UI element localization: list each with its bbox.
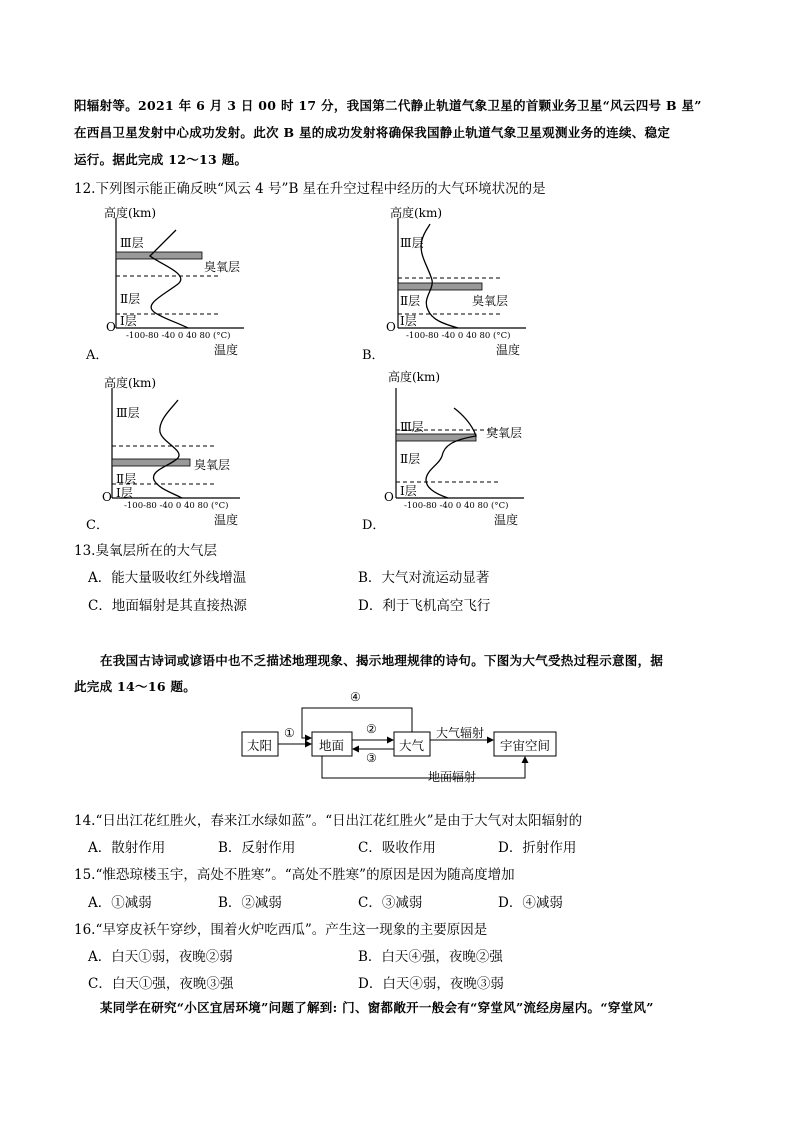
diagram-label-3: ③ [366,751,377,765]
chart-c [84,370,284,533]
chart-c-xticks: -100-80 -40 0 40 80 (°C) [124,501,229,511]
q14-option-a: A．散射作用 [88,840,166,856]
chart-c-layer3: Ⅲ层 [116,406,140,420]
diagram-space-box: 宇宙空间 [500,738,551,753]
chart-c-layer2: Ⅱ层 [116,472,137,486]
chart-b-layer3: Ⅲ层 [400,236,424,250]
chart-b-xlabel: 温度 [496,343,521,357]
q14-option-b: B．反射作用 [218,840,296,856]
chart-b-ylabel: 高度(km) [390,206,443,220]
q13-option-a: A．能大量吸收红外线增温 [88,570,247,586]
chart-a-layer1: Ⅰ层 [120,314,137,328]
q15-stem: 15.“惟恐琼楼玉宇，高处不胜寒”。“高处不胜寒”的原因是因为随高度增加 [74,867,515,883]
q13-option-d: D．利于飞机高空飞行 [358,598,491,614]
diagram-ground-radiation-label: 地面辐射 [428,770,477,784]
heating-diagram [238,688,568,788]
diagram-label-4: ④ [350,690,361,704]
intro2-line-2: 此完成 14～16 题。 [74,679,197,694]
chart-d-origin: O [384,490,394,504]
chart-a-origin: O [106,320,116,334]
chart-d-ylabel: 高度(km) [388,370,441,384]
q13-option-c: C．地面辐射是其直接热源 [88,598,247,614]
chart-a-layer2: Ⅱ层 [120,292,141,306]
q13-option-b: B．大气对流运动显著 [358,570,490,586]
intro-line-1: 阳辐射等。2021 年 6 月 3 日 00 时 17 分，我国第二代静止轨道气象卫星的首颗业务卫星“风云四号 B 星” [74,98,702,113]
q15-option-a: A．①减弱 [88,895,152,911]
chart-d-layer1: Ⅰ层 [400,484,417,498]
intro2-line-1: 在我国古诗词或谚语中也不乏描述地理现象、揭示地理规律的诗句。下图为大气受热过程示意图，据 [100,653,664,668]
chart-b-ozone: 臭氧层 [472,294,509,308]
chart-a [84,200,284,363]
diagram-sun-box: 太阳 [247,738,273,753]
q15-option-d: D．④减弱 [498,895,563,911]
q15-option-b: B．②减弱 [218,895,282,911]
chart-a-option: A． [86,348,109,363]
q16-stem: 16.“早穿皮袄午穿纱，围着火炉吃西瓜”。产生这一现象的主要原因是 [74,922,488,938]
diagram-ground-box: 地面 [319,738,345,753]
chart-c-layer1: Ⅰ层 [116,486,133,500]
q14-option-d: D．折射作用 [498,840,577,856]
diagram-atmosphere-box: 大气 [399,738,425,753]
q16-option-a: A．白天①弱，夜晚②弱 [88,949,233,965]
chart-a-layer3: Ⅲ层 [120,236,144,250]
chart-c-ozone: 臭氧层 [194,458,231,472]
chart-a-xticks: -100-80 -40 0 40 80 (°C) [126,331,231,341]
intro-line-3: 运行。据此完成 12～13 题。 [74,152,248,167]
chart-d-option: D． [362,518,386,533]
chart-a-xlabel: 温度 [214,343,239,357]
diagram-label-1: ① [284,726,295,740]
chart-b-origin: O [386,320,396,334]
q14-option-c: C．吸收作用 [358,840,436,856]
chart-d [362,370,562,533]
chart-d-xlabel: 温度 [494,513,519,527]
q16-option-b: B．白天④强，夜晚②强 [358,949,503,965]
q12-stem: 12.下列图示能正确反映“风云 4 号”B 星在升空过程中经历的大气环境状况的是 [74,181,546,197]
q16-option-d: D．白天④弱，夜晚③弱 [358,976,504,992]
chart-c-origin: O [102,490,112,504]
intro3-line-1: 某同学在研究“小区宜居环境”问题了解到: 门、窗都敞开一般会有“穿堂风”流经房屋内。“穿堂风” [100,1000,654,1015]
intro-line-2: 在西昌卫星发射中心成功发射。此次 B 星的成功发射将确保我国静止轨道气象卫星观测业务的连续、稳定 [74,125,671,140]
chart-b-layer2: Ⅱ层 [400,294,421,308]
chart-b-layer1: Ⅰ层 [400,314,417,328]
chart-d-ozone: 臭氧层 [486,426,523,440]
chart-d-xticks: -100-80 -40 0 40 80 (°C) [404,501,509,511]
q14-stem: 14.“日出江花红胜火，春来江水绿如蓝”。“日出江花红胜火”是由于大气对太阳辐射的 [74,813,583,829]
chart-c-option: C． [86,518,109,533]
chart-d-layer2: Ⅱ层 [400,452,421,466]
diagram-label-2: ② [366,722,377,736]
chart-b-option: B． [362,348,385,363]
chart-c-ylabel: 高度(km) [104,376,157,390]
q16-option-c: C．白天①强，夜晚③强 [88,976,234,992]
chart-a-ylabel: 高度(km) [104,206,157,220]
q15-option-c: C．③减弱 [358,895,423,911]
chart-c-xlabel: 温度 [214,513,239,527]
chart-d-layer3: Ⅲ层 [400,420,424,434]
chart-b [362,200,562,363]
chart-b-xticks: -100-80 -40 0 40 80 (°C) [406,331,511,341]
chart-a-ozone: 臭氧层 [204,260,241,274]
q13-stem: 13.臭氧层所在的大气层 [74,543,217,559]
diagram-atm-radiation-label: 大气辐射 [436,726,485,740]
